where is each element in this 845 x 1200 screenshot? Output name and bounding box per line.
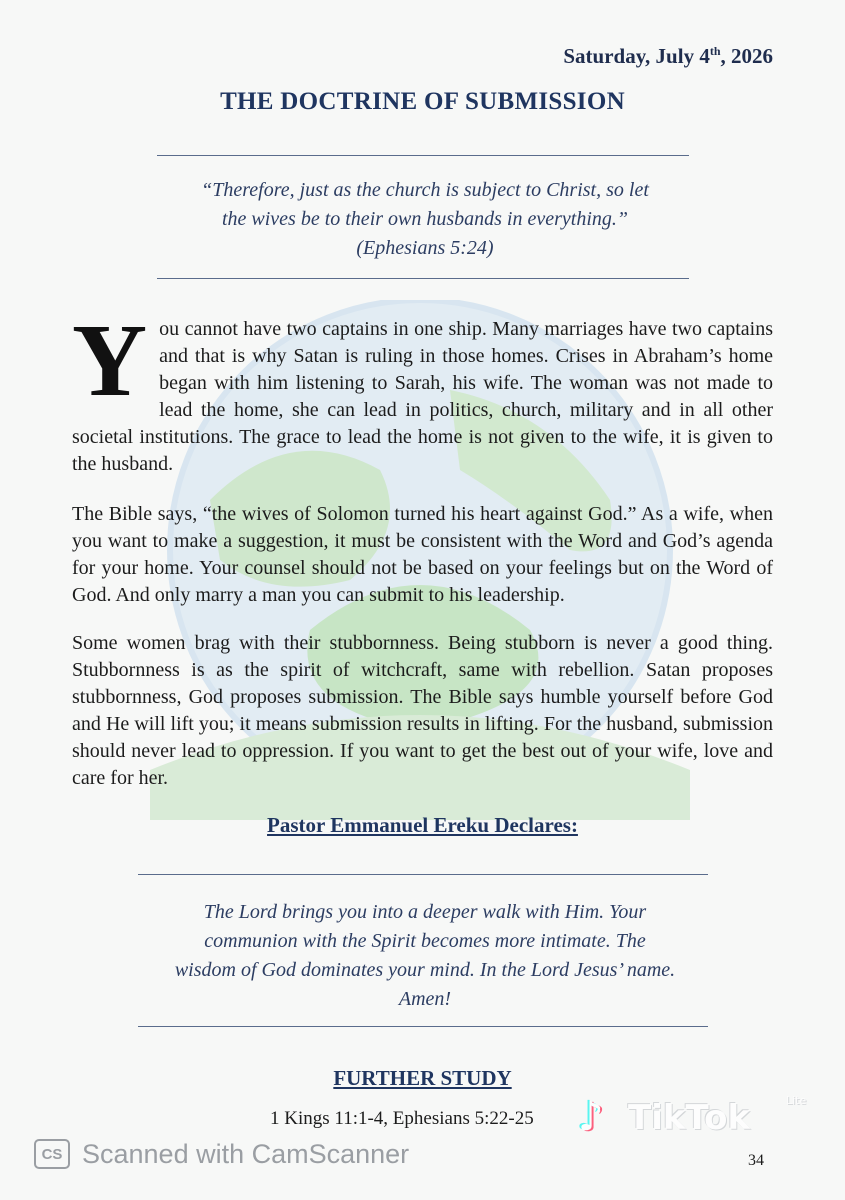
paragraph-1-text: ou cannot have two captains in one ship. Many marriages have two captains and that is why Satan is ruling in those homes. Crises in Abraham’s home began with him listening to Sarah, his wife. The woman was not made to lead the home, she can lead in politics, church, military and in all other societal institutions. The grace to lead the home is not given to the wife, it is given to the husband. xyxy=(72,318,773,475)
date-suffix: , 2026 xyxy=(720,44,773,68)
date-superscript: th xyxy=(709,44,721,58)
quote-reference: (Ephesians 5:24) xyxy=(356,237,494,259)
camscanner-watermark xyxy=(34,1136,409,1172)
date-prefix: Saturday, July 4 xyxy=(563,44,710,68)
paragraph-3: Some women brag with their stubbornness. Being stubborn is never a good thing. Stubbornness is as the spirit of witchcraft, same with rebellion. Satan proposes stubbornness, God proposes submission. The Bible says humble yourself before God and He will lift you; it means submission results in lifting. For the husband, submission should never lead to oppression. If you want to get the best out of your wife, love and care for her. xyxy=(72,632,773,789)
paragraph-2: The Bible says, “the wives of Solomon turned his heart against God.” As a wife, when you want to make a suggestion, it must be consistent with the Word and God’s agenda for your home. Your counsel should not be based on your feelings but on the Word of God. And only marry a man you can submit to his leadership. xyxy=(72,503,773,606)
page-number: 34 xyxy=(748,1152,764,1169)
paragraph-1 xyxy=(72,303,773,478)
music-note-icon: ♪ xyxy=(578,1094,604,1140)
divider-top-quote xyxy=(157,155,689,156)
divider-bottom-declaration xyxy=(138,1026,708,1027)
divider-top-declaration xyxy=(138,874,708,875)
declaration-line-3: wisdom of God dominates your mind. In the Lord Jesus’ name. xyxy=(174,959,676,981)
tiktok-lite-label: Lite xyxy=(786,1094,807,1107)
tiktok-watermark xyxy=(578,1094,808,1144)
declaration-heading: Pastor Emmanuel Ereku Declares: xyxy=(267,813,578,837)
quote-line-1: “Therefore, just as the church is subject to Christ, so let xyxy=(201,179,649,201)
camscanner-logo-icon: CS xyxy=(34,1139,70,1169)
declaration-line-1: The Lord brings you into a deeper walk with Him. Your xyxy=(203,901,647,923)
camscanner-text: Scanned with CamScanner xyxy=(82,1138,410,1169)
drop-cap: Y xyxy=(72,303,148,418)
page-title: THE DOCTRINE OF SUBMISSION xyxy=(220,88,625,115)
quote-line-2: the wives be to their own husbands in everything.” xyxy=(221,208,629,230)
divider-bottom-quote xyxy=(157,278,689,279)
declaration-text xyxy=(150,898,700,1014)
tiktok-label: TikTok xyxy=(628,1098,751,1138)
opening-quote xyxy=(130,176,720,263)
declaration-line-4: Amen! xyxy=(398,988,452,1010)
further-study-heading: FURTHER STUDY xyxy=(333,1066,512,1090)
further-study-references: 1 Kings 11:1-4, Ephesians 5:22-25 xyxy=(270,1108,534,1129)
date-line xyxy=(563,44,773,69)
declaration-line-2: communion with the Spirit becomes more intimate. The xyxy=(204,930,646,952)
